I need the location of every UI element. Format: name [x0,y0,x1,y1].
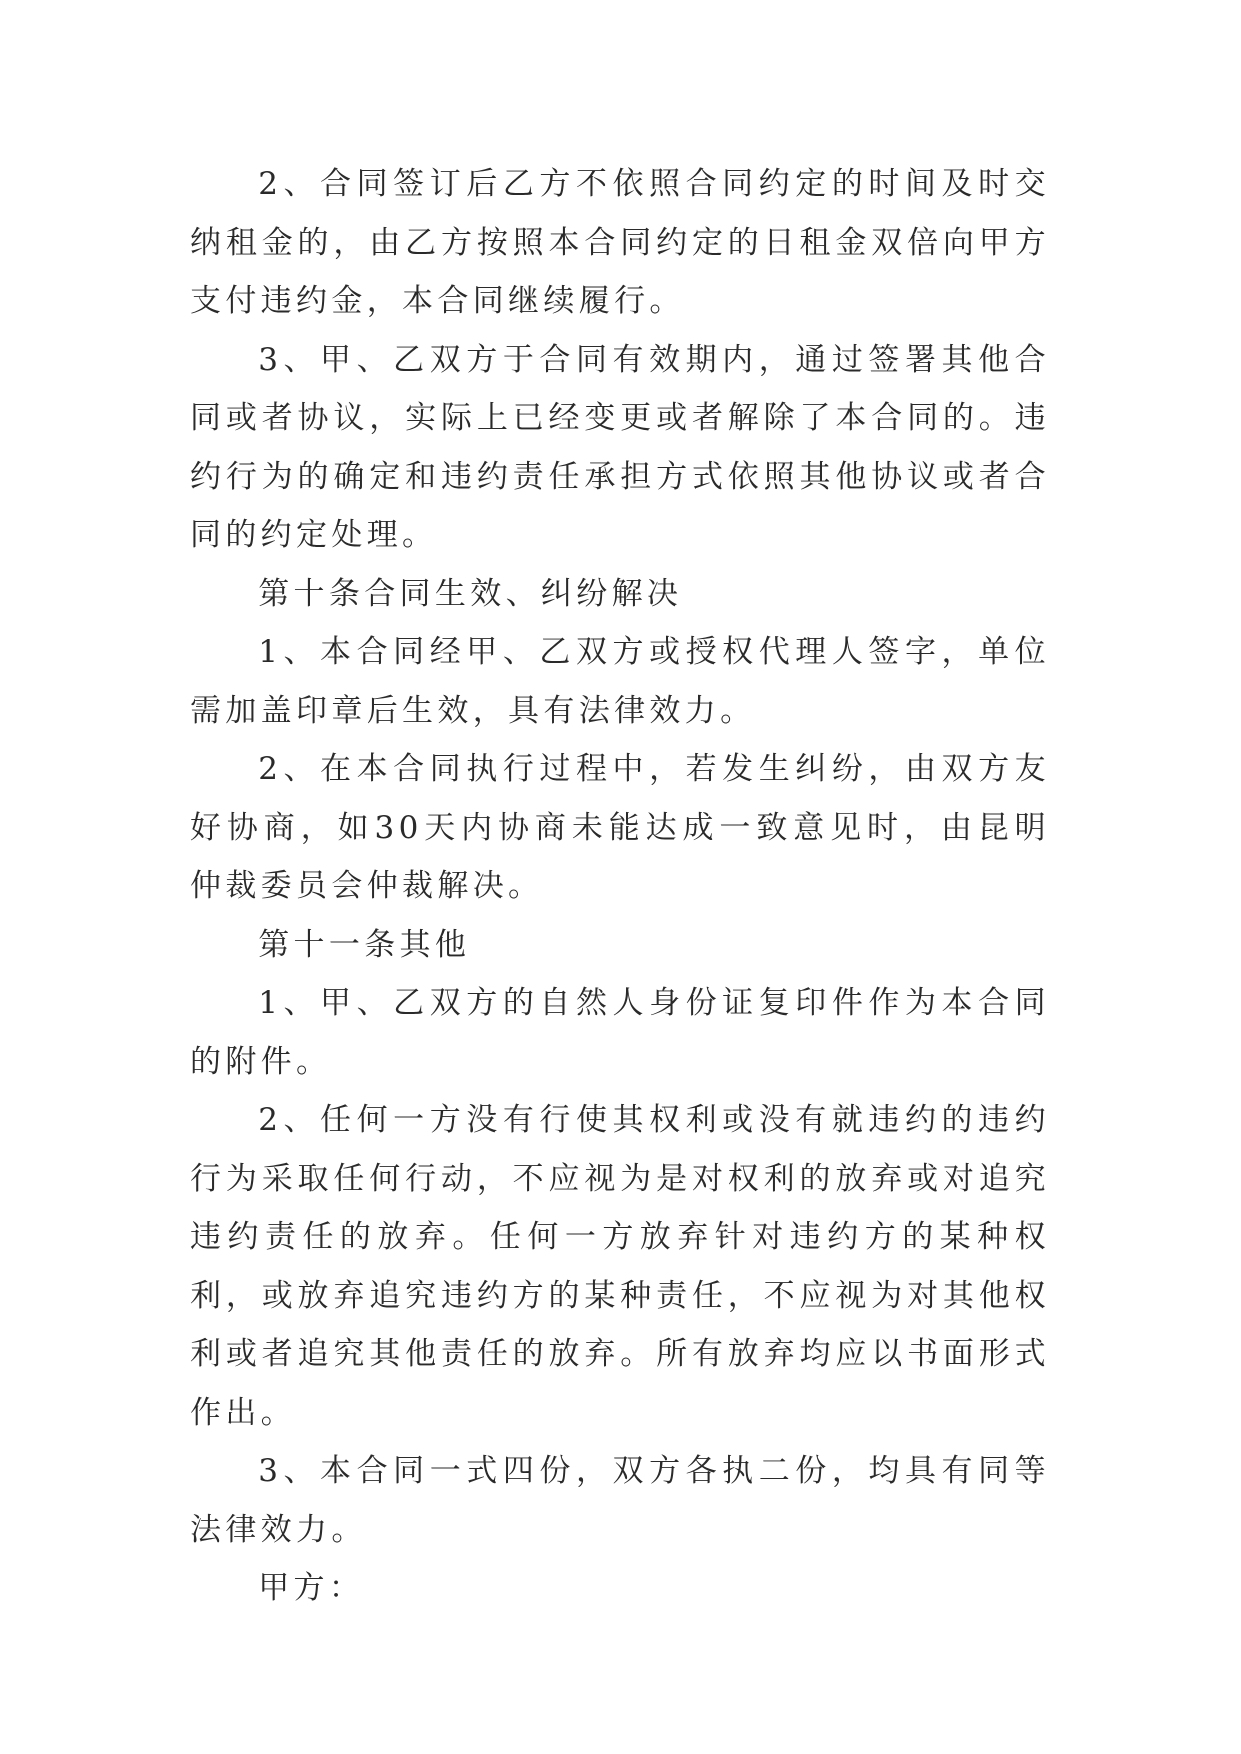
paragraph-article-10-item-2: 2、在本合同执行过程中，若发生纠纷，由双方友好协商，如30天内协商未能达成一致意见时，由昆明仲裁委员会仲裁解决。 [190,751,1050,904]
paragraph-article-10-item-1: 1、本合同经甲、乙双方或授权代理人签字，单位需加盖印章后生效，具有法律效力。 [190,634,1050,729]
section-heading-article-11: 第十一条其他 [258,926,471,963]
paragraph-article-11-item-2: 2、任何一方没有行使其权利或没有就违约的违约行为采取任何行动，不应视为是对权利的放弃或对追究违约责任的放弃。任何一方放弃针对违约方的某种权利，或放弃追究违约方的某种责任，不应视为对其他权利或者追究其他责任的放弃。所有放弃均应以书面形式作出。 [190,1102,1050,1431]
paragraph-clause-2-late-rent: 2、合同签订后乙方不依照合同约定的时间及时交纳租金的，由乙方按照本合同约定的日租金双倍向甲方支付违约金，本合同继续履行。 [190,166,1050,319]
signature-party-a-label: 甲方： [258,1570,365,1606]
paragraph-article-11-item-3: 3、本合同一式四份，双方各执二份，均具有同等法律效力。 [190,1453,1050,1548]
paragraph-clause-3-other-agreements: 3、甲、乙双方于合同有效期内，通过签署其他合同或者协议，实际上已经变更或者解除了本合同的。违约行为的确定和违约责任承担方式依照其他协议或者合同的约定处理。 [190,341,1050,553]
paragraph-article-11-item-1: 1、甲、乙双方的自然人身份证复印件作为本合同的附件。 [190,985,1050,1080]
section-heading-article-10: 第十条合同生效、纠纷解决 [258,575,683,612]
document-body [190,155,1050,1618]
